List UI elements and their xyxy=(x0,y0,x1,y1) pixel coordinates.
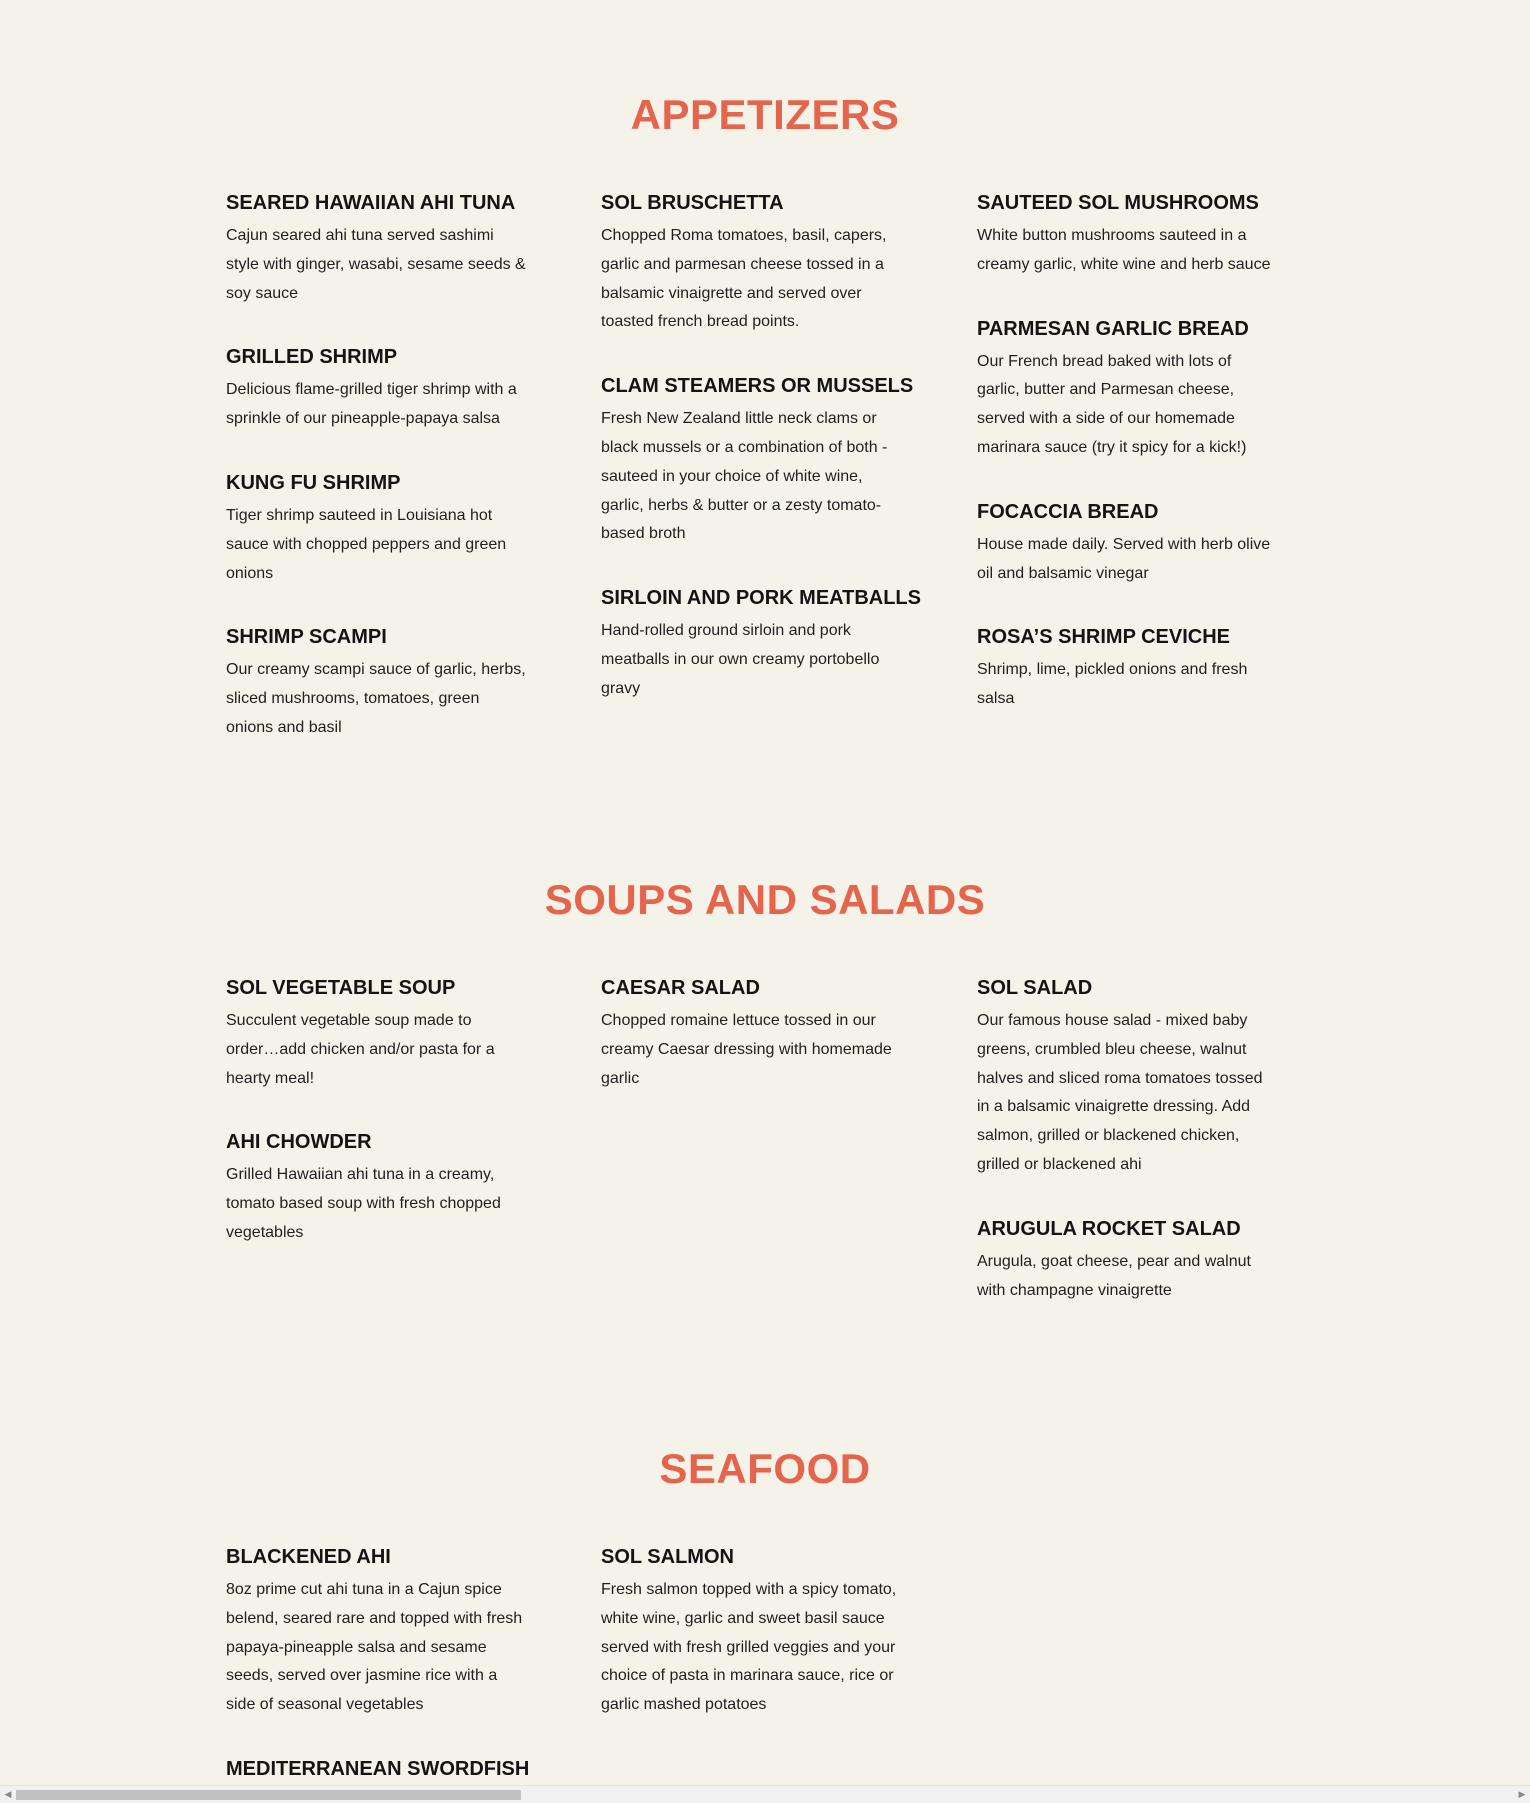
appetizers-column-1 xyxy=(226,190,526,779)
section-title-soups-and-salads: SOUPS AND SALADS xyxy=(544,876,986,923)
seafood-column-2 xyxy=(601,1544,901,1756)
menu-item xyxy=(977,316,1277,463)
menu-item-description: 8oz prime cut ahi tuna in a Cajun spice belend, seared rare and topped with fresh papaya-pineapple salsa and sesame seeds, served over jasmine rice with a side of seasonal vegetables xyxy=(226,1581,523,1714)
menu-item xyxy=(977,975,1277,1180)
menu-item xyxy=(601,190,901,337)
menu-item-name: SIRLOIN AND PORK MEATBALLS xyxy=(601,587,921,610)
menu-item-description: House made daily. Served with herb olive oil and balsamic vinegar xyxy=(977,535,1271,582)
menu-item-description: Tiger shrimp sauteed in Louisiana hot sauce with chopped peppers and green onions xyxy=(226,506,507,582)
menu-item-name: FOCACCIA BREAD xyxy=(977,500,1159,523)
menu-item xyxy=(226,624,526,742)
section-title-appetizers: APPETIZERS xyxy=(630,91,900,138)
menu-item xyxy=(601,1544,901,1720)
menu-item-name: SOL SALMON xyxy=(601,1546,734,1568)
menu-item-name: CLAM STEAMERS OR MUSSELS xyxy=(601,375,914,398)
menu-item xyxy=(226,1756,530,1782)
menu-item-name: KUNG FU SHRIMP xyxy=(226,471,401,494)
arrow-right-icon[interactable]: ▶ xyxy=(1518,1790,1526,1800)
menu-item xyxy=(226,470,526,588)
menu-item-name: CAESAR SALAD xyxy=(601,977,760,999)
menu-item xyxy=(226,344,526,434)
menu-item-description: Arugula, goat cheese, pear and walnut with champagne vinaigrette xyxy=(977,1252,1251,1299)
menu-item-description: White button mushrooms sauteed in a creamy garlic, white wine and herb sauce xyxy=(977,227,1271,273)
menu-item xyxy=(601,975,901,1093)
seafood-column-1 xyxy=(226,1544,530,1803)
menu-item-name: SOL VEGETABLE SOUP xyxy=(226,977,456,999)
menu-item-name: SEARED HAWAIIAN AHI TUNA xyxy=(226,192,516,214)
menu-item xyxy=(226,190,526,308)
menu-item-name: SOL BRUSCHETTA xyxy=(601,192,784,214)
appetizers-column-3 xyxy=(977,190,1277,750)
menu-item-name: SOL SALAD xyxy=(977,977,1093,999)
menu-item xyxy=(601,585,921,703)
soups-column-2 xyxy=(601,975,901,1129)
arrow-left-icon[interactable]: ◀ xyxy=(4,1790,12,1800)
menu-item-description: Chopped romaine lettuce tossed in our creamy Caesar dressing with homemade garlic xyxy=(601,1012,892,1087)
menu-item-name: AHI CHOWDER xyxy=(226,1131,372,1154)
menu-item xyxy=(977,190,1277,280)
menu-item-name: SHRIMP SCAMPI xyxy=(226,626,387,649)
menu-item-name: SAUTEED SOL MUSHROOMS xyxy=(977,192,1259,214)
menu-item-description: Our famous house salad - mixed baby greens, crumbled bleu cheese, walnut halves and sliced roma tomatoes tossed in a balsamic vinaigrette dressing. Add salmon, grilled or blackened chicken, grilled or blackened ahi xyxy=(977,1012,1263,1173)
menu-item-description: Our creamy scampi sauce of garlic, herbs, sliced mushrooms, tomatoes, green onions and basil xyxy=(226,661,526,736)
menu-item-description: Fresh New Zealand little neck clams or black mussels or a combination of both - sauteed in your choice of white wine, garlic, herbs & butter or a zesty tomato-based broth xyxy=(601,410,888,543)
section-title-seafood: SEAFOOD xyxy=(659,1445,871,1492)
menu-item-name: ARUGULA ROCKET SALAD xyxy=(977,1217,1241,1240)
menu-item-name: ROSA’S SHRIMP CEVICHE xyxy=(977,626,1231,649)
menu-item xyxy=(601,373,914,549)
menu-item-description: Delicious flame-grilled tiger shrimp with a sprinkle of our pineapple-papaya salsa xyxy=(226,381,517,428)
menu-item-description: Hand-rolled ground sirloin and pork meatballs in our own creamy portobello gravy xyxy=(601,622,880,697)
menu-item-description: Our French bread baked with lots of garlic, butter and Parmesan cheese, served with a side of our homemade marinara sauce (try it spicy for a kick!) xyxy=(977,352,1247,456)
menu-item xyxy=(977,499,1277,589)
menu-item-description: Shrimp, lime, pickled onions and fresh salsa xyxy=(977,661,1248,708)
menu-item-name: PARMESAN GARLIC BREAD xyxy=(977,317,1249,340)
menu-item xyxy=(226,975,526,1093)
soups-column-1 xyxy=(226,975,526,1284)
appetizers-column-2 xyxy=(601,190,921,740)
menu-item-name: MEDITERRANEAN SWORDFISH xyxy=(226,1757,530,1780)
menu-item-name: GRILLED SHRIMP xyxy=(226,346,398,369)
menu-item-description: Cajun seared ahi tuna served sashimi style with ginger, wasabi, sesame seeds & soy sauce xyxy=(226,227,526,302)
soups-column-3 xyxy=(977,975,1277,1341)
menu-item-name: BLACKENED AHI xyxy=(226,1546,391,1568)
horizontal-scrollbar[interactable] xyxy=(0,1785,1530,1803)
menu-item-description: Chopped Roma tomatoes, basil, capers, garlic and parmesan cheese tossed in a balsamic vinaigrette and served over toasted french bread points. xyxy=(601,227,887,331)
menu-item xyxy=(226,1129,526,1247)
menu-item-description: Fresh salmon topped with a spicy tomato, white wine, garlic and sweet basil sauce served with fresh grilled veggies and your choice of pasta in marinara sauce, rice or garlic mashed potatoes xyxy=(601,1581,897,1714)
menu-item-description: Grilled Hawaiian ahi tuna in a creamy, tomato based soup with fresh chopped vegetables xyxy=(226,1166,501,1241)
menu-item-description: Succulent vegetable soup made to order…add chicken and/or pasta for a hearty meal! xyxy=(226,1012,495,1087)
menu-item xyxy=(977,1216,1277,1306)
menu-item xyxy=(226,1544,526,1720)
menu-item xyxy=(977,624,1277,714)
scrollbar-thumb[interactable] xyxy=(16,1790,521,1800)
